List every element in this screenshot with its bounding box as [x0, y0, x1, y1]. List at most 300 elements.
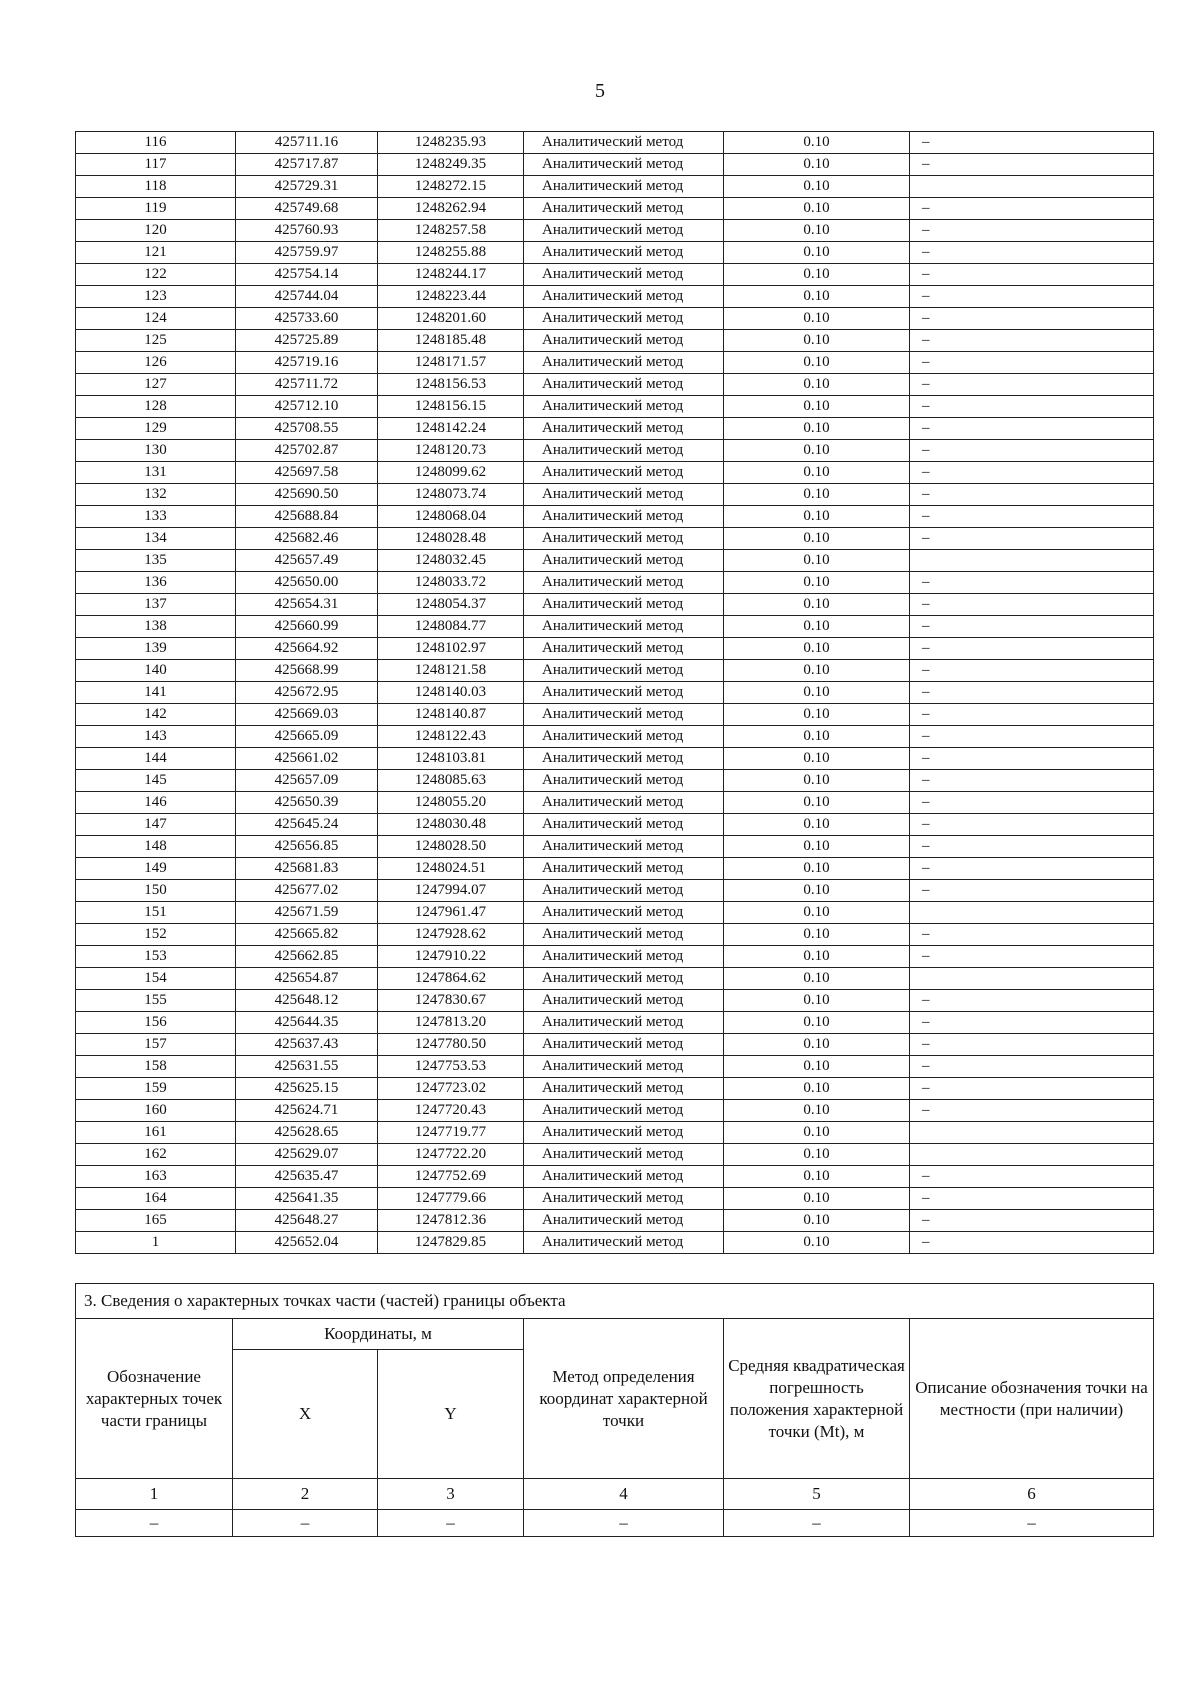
table-row	[76, 836, 1154, 858]
point-number-cell: 121	[76, 242, 236, 264]
description-cell	[910, 176, 1154, 198]
method-cell: Аналитический метод	[524, 374, 724, 396]
method-cell: Аналитический метод	[524, 1166, 724, 1188]
accuracy-cell: 0.10	[724, 154, 910, 176]
table-row	[76, 1034, 1154, 1056]
point-number-cell: 143	[76, 726, 236, 748]
accuracy-cell: 0.10	[724, 220, 910, 242]
coord-x-cell: 425749.68	[236, 198, 378, 220]
coord-x-cell: 425668.99	[236, 660, 378, 682]
description-cell: –	[910, 154, 1154, 176]
description-cell: –	[910, 132, 1154, 154]
coord-x-cell: 425654.31	[236, 594, 378, 616]
point-number-cell: 129	[76, 418, 236, 440]
coord-y-cell: 1247723.02	[378, 1078, 524, 1100]
coord-y-cell: 1248255.88	[378, 242, 524, 264]
description-cell: –	[910, 506, 1154, 528]
description-cell	[910, 1144, 1154, 1166]
coord-y-cell: 1247719.77	[378, 1122, 524, 1144]
description-cell	[910, 968, 1154, 990]
method-cell: Аналитический метод	[524, 154, 724, 176]
point-number-cell: 1	[76, 1232, 236, 1254]
coord-x-cell: 425631.55	[236, 1056, 378, 1078]
accuracy-cell: 0.10	[724, 506, 910, 528]
coord-y-cell: 1248032.45	[378, 550, 524, 572]
accuracy-cell: 0.10	[724, 418, 910, 440]
table-row	[76, 418, 1154, 440]
accuracy-cell: 0.10	[724, 440, 910, 462]
header-error	[724, 1319, 910, 1479]
point-number-cell: 144	[76, 748, 236, 770]
table-row	[76, 616, 1154, 638]
accuracy-cell: 0.10	[724, 770, 910, 792]
coord-x-cell: 425645.24	[236, 814, 378, 836]
coord-x-cell: 425637.43	[236, 1034, 378, 1056]
description-cell	[910, 550, 1154, 572]
table-row	[76, 946, 1154, 968]
header-method: Метод определения координат характерной точки	[524, 1319, 724, 1479]
coord-y-cell: 1247720.43	[378, 1100, 524, 1122]
coord-y-cell: 1248073.74	[378, 484, 524, 506]
description-cell: –	[910, 594, 1154, 616]
coord-y-cell: 1248028.50	[378, 836, 524, 858]
coord-x-cell: 425648.12	[236, 990, 378, 1012]
coord-y-cell: 1248024.51	[378, 858, 524, 880]
point-number-cell: 138	[76, 616, 236, 638]
coord-x-cell: 425711.72	[236, 374, 378, 396]
point-number-cell: 130	[76, 440, 236, 462]
coord-y-cell: 1248033.72	[378, 572, 524, 594]
coord-x-cell: 425650.00	[236, 572, 378, 594]
point-number-cell: 135	[76, 550, 236, 572]
coord-y-cell: 1248103.81	[378, 748, 524, 770]
table-row	[76, 1144, 1154, 1166]
point-number-cell: 128	[76, 396, 236, 418]
description-cell: –	[910, 484, 1154, 506]
accuracy-cell: 0.10	[724, 704, 910, 726]
point-number-cell: 150	[76, 880, 236, 902]
point-number-cell: 123	[76, 286, 236, 308]
column-number: 2	[233, 1479, 378, 1510]
table-row	[76, 638, 1154, 660]
method-cell: Аналитический метод	[524, 220, 724, 242]
description-cell: –	[910, 440, 1154, 462]
point-number-cell: 120	[76, 220, 236, 242]
method-cell: Аналитический метод	[524, 132, 724, 154]
point-number-cell: 159	[76, 1078, 236, 1100]
table-row	[76, 1078, 1154, 1100]
coord-y-cell: 1247779.66	[378, 1188, 524, 1210]
description-cell: –	[910, 396, 1154, 418]
accuracy-cell: 0.10	[724, 924, 910, 946]
accuracy-cell: 0.10	[724, 968, 910, 990]
point-number-cell: 139	[76, 638, 236, 660]
description-cell: –	[910, 990, 1154, 1012]
point-number-cell: 165	[76, 1210, 236, 1232]
description-cell: –	[910, 792, 1154, 814]
coord-y-cell: 1247994.07	[378, 880, 524, 902]
accuracy-cell: 0.10	[724, 1166, 910, 1188]
header-designation: Обозначение характерных точек части границы	[76, 1319, 233, 1479]
description-cell: –	[910, 374, 1154, 396]
method-cell: Аналитический метод	[524, 352, 724, 374]
coord-x-cell: 425688.84	[236, 506, 378, 528]
coord-y-cell: 1248068.04	[378, 506, 524, 528]
table-row	[76, 924, 1154, 946]
coord-x-cell: 425648.27	[236, 1210, 378, 1232]
description-cell: –	[910, 946, 1154, 968]
accuracy-cell: 0.10	[724, 1210, 910, 1232]
coord-x-cell: 425712.10	[236, 396, 378, 418]
method-cell: Аналитический метод	[524, 286, 724, 308]
coord-x-cell: 425665.82	[236, 924, 378, 946]
header-error-text: Средняя квадратическая погрешность положения характерной точки (Mt), м	[728, 1355, 905, 1441]
coord-x-cell: 425672.95	[236, 682, 378, 704]
table-row	[76, 572, 1154, 594]
coord-x-cell: 425661.02	[236, 748, 378, 770]
table-row	[76, 154, 1154, 176]
accuracy-cell: 0.10	[724, 616, 910, 638]
coord-y-cell: 1248102.97	[378, 638, 524, 660]
table-row	[76, 1210, 1154, 1232]
point-number-cell: 163	[76, 1166, 236, 1188]
table-row	[76, 1056, 1154, 1078]
coord-y-cell: 1247864.62	[378, 968, 524, 990]
coord-y-cell: 1247829.85	[378, 1232, 524, 1254]
accuracy-cell: 0.10	[724, 374, 910, 396]
coord-y-cell: 1247812.36	[378, 1210, 524, 1232]
method-cell: Аналитический метод	[524, 308, 724, 330]
accuracy-cell: 0.10	[724, 946, 910, 968]
empty-data-row	[76, 1510, 1154, 1537]
coord-y-cell: 1248140.03	[378, 682, 524, 704]
coord-y-cell: 1248122.43	[378, 726, 524, 748]
accuracy-cell: 0.10	[724, 484, 910, 506]
coord-y-cell: 1247830.67	[378, 990, 524, 1012]
description-cell: –	[910, 814, 1154, 836]
method-cell: Аналитический метод	[524, 704, 724, 726]
coord-y-cell: 1247961.47	[378, 902, 524, 924]
table-row	[76, 286, 1154, 308]
point-number-cell: 116	[76, 132, 236, 154]
coord-x-cell: 425725.89	[236, 330, 378, 352]
method-cell: Аналитический метод	[524, 1122, 724, 1144]
accuracy-cell: 0.10	[724, 330, 910, 352]
coord-y-cell: 1247753.53	[378, 1056, 524, 1078]
point-number-cell: 146	[76, 792, 236, 814]
method-cell: Аналитический метод	[524, 440, 724, 462]
description-cell: –	[910, 1034, 1154, 1056]
point-number-cell: 149	[76, 858, 236, 880]
point-number-cell: 148	[76, 836, 236, 858]
method-cell: Аналитический метод	[524, 1034, 724, 1056]
coord-y-cell: 1248272.15	[378, 176, 524, 198]
table-row	[76, 484, 1154, 506]
table-row	[76, 330, 1154, 352]
point-number-cell: 157	[76, 1034, 236, 1056]
accuracy-cell: 0.10	[724, 462, 910, 484]
table-row	[76, 594, 1154, 616]
point-number-cell: 132	[76, 484, 236, 506]
description-cell: –	[910, 638, 1154, 660]
description-cell: –	[910, 1100, 1154, 1122]
point-number-cell: 155	[76, 990, 236, 1012]
accuracy-cell: 0.10	[724, 990, 910, 1012]
method-cell: Аналитический метод	[524, 726, 724, 748]
coord-y-cell: 1248171.57	[378, 352, 524, 374]
table-row	[76, 462, 1154, 484]
point-number-cell: 141	[76, 682, 236, 704]
coord-x-cell: 425669.03	[236, 704, 378, 726]
coord-x-cell: 425671.59	[236, 902, 378, 924]
description-cell: –	[910, 198, 1154, 220]
method-cell: Аналитический метод	[524, 594, 724, 616]
section3-table	[75, 1283, 1154, 1537]
point-number-cell: 145	[76, 770, 236, 792]
description-cell: –	[910, 264, 1154, 286]
description-cell: –	[910, 220, 1154, 242]
method-cell: Аналитический метод	[524, 748, 724, 770]
coord-y-cell: 1248223.44	[378, 286, 524, 308]
coord-y-cell: 1248140.87	[378, 704, 524, 726]
accuracy-cell: 0.10	[724, 572, 910, 594]
coord-y-cell: 1248084.77	[378, 616, 524, 638]
table-row	[76, 308, 1154, 330]
coord-y-cell: 1248085.63	[378, 770, 524, 792]
table-row	[76, 396, 1154, 418]
coord-x-cell: 425644.35	[236, 1012, 378, 1034]
point-number-cell: 119	[76, 198, 236, 220]
accuracy-cell: 0.10	[724, 858, 910, 880]
method-cell: Аналитический метод	[524, 1188, 724, 1210]
description-cell: –	[910, 286, 1154, 308]
coord-x-cell: 425681.83	[236, 858, 378, 880]
description-cell: –	[910, 1232, 1154, 1254]
point-number-cell: 136	[76, 572, 236, 594]
column-number: 3	[378, 1479, 524, 1510]
method-cell: Аналитический метод	[524, 506, 724, 528]
method-cell: Аналитический метод	[524, 330, 724, 352]
point-number-cell: 160	[76, 1100, 236, 1122]
description-cell	[910, 1122, 1154, 1144]
table-row	[76, 528, 1154, 550]
accuracy-cell: 0.10	[724, 198, 910, 220]
point-number-cell: 156	[76, 1012, 236, 1034]
coord-y-cell: 1248028.48	[378, 528, 524, 550]
table-row	[76, 1232, 1154, 1254]
coord-x-cell: 425635.47	[236, 1166, 378, 1188]
description-cell: –	[910, 704, 1154, 726]
header-y: Y	[378, 1350, 524, 1479]
description-cell: –	[910, 682, 1154, 704]
accuracy-cell: 0.10	[724, 682, 910, 704]
method-cell: Аналитический метод	[524, 660, 724, 682]
description-cell: –	[910, 1210, 1154, 1232]
method-cell: Аналитический метод	[524, 528, 724, 550]
table-row	[76, 814, 1154, 836]
description-cell: –	[910, 1166, 1154, 1188]
coord-y-cell: 1248262.94	[378, 198, 524, 220]
table-row	[76, 990, 1154, 1012]
coord-x-cell: 425729.31	[236, 176, 378, 198]
table-row	[76, 1100, 1154, 1122]
coord-y-cell: 1248249.35	[378, 154, 524, 176]
method-cell: Аналитический метод	[524, 1210, 724, 1232]
coord-y-cell: 1248156.53	[378, 374, 524, 396]
accuracy-cell: 0.10	[724, 176, 910, 198]
coord-x-cell: 425719.16	[236, 352, 378, 374]
table-row	[76, 132, 1154, 154]
column-number: 4	[524, 1479, 724, 1510]
column-number: 6	[910, 1479, 1154, 1510]
table-row	[76, 440, 1154, 462]
method-cell: Аналитический метод	[524, 836, 724, 858]
coord-y-cell: 1247752.69	[378, 1166, 524, 1188]
accuracy-cell: 0.10	[724, 792, 910, 814]
coord-x-cell: 425624.71	[236, 1100, 378, 1122]
point-number-cell: 153	[76, 946, 236, 968]
column-number: 1	[76, 1479, 233, 1510]
coord-y-cell: 1247910.22	[378, 946, 524, 968]
method-cell: Аналитический метод	[524, 902, 724, 924]
coord-y-cell: 1248142.24	[378, 418, 524, 440]
table-row	[76, 792, 1154, 814]
description-cell: –	[910, 308, 1154, 330]
accuracy-cell: 0.10	[724, 1144, 910, 1166]
column-numbers-row	[76, 1479, 1154, 1510]
coord-x-cell: 425652.04	[236, 1232, 378, 1254]
method-cell: Аналитический метод	[524, 858, 724, 880]
method-cell: Аналитический метод	[524, 946, 724, 968]
method-cell: Аналитический метод	[524, 968, 724, 990]
point-number-cell: 140	[76, 660, 236, 682]
description-cell: –	[910, 1078, 1154, 1100]
coord-x-cell: 425754.14	[236, 264, 378, 286]
table-row	[76, 220, 1154, 242]
method-cell: Аналитический метод	[524, 924, 724, 946]
method-cell: Аналитический метод	[524, 396, 724, 418]
method-cell: Аналитический метод	[524, 1012, 724, 1034]
coord-x-cell: 425711.16	[236, 132, 378, 154]
accuracy-cell: 0.10	[724, 880, 910, 902]
point-number-cell: 117	[76, 154, 236, 176]
method-cell: Аналитический метод	[524, 1056, 724, 1078]
description-cell: –	[910, 836, 1154, 858]
method-cell: Аналитический метод	[524, 770, 724, 792]
point-number-cell: 151	[76, 902, 236, 924]
coord-x-cell: 425657.49	[236, 550, 378, 572]
column-number: 5	[724, 1479, 910, 1510]
table-row	[76, 858, 1154, 880]
coord-y-cell: 1247722.20	[378, 1144, 524, 1166]
coord-y-cell: 1248099.62	[378, 462, 524, 484]
description-cell: –	[910, 880, 1154, 902]
description-cell: –	[910, 1188, 1154, 1210]
table-row	[76, 374, 1154, 396]
table-row	[76, 352, 1154, 374]
empty-cell: –	[233, 1510, 378, 1537]
point-number-cell: 142	[76, 704, 236, 726]
accuracy-cell: 0.10	[724, 396, 910, 418]
accuracy-cell: 0.10	[724, 550, 910, 572]
table-row	[76, 660, 1154, 682]
accuracy-cell: 0.10	[724, 1012, 910, 1034]
table-row	[76, 748, 1154, 770]
section3-title: 3. Сведения о характерных точках части (частей) границы объекта	[76, 1284, 1154, 1319]
coordinates-table-body	[76, 132, 1154, 1254]
description-cell	[910, 902, 1154, 924]
accuracy-cell: 0.10	[724, 1034, 910, 1056]
point-number-cell: 127	[76, 374, 236, 396]
point-number-cell: 124	[76, 308, 236, 330]
point-number-cell: 161	[76, 1122, 236, 1144]
point-number-cell: 118	[76, 176, 236, 198]
coord-y-cell: 1248156.15	[378, 396, 524, 418]
header-coordinates: Координаты, м	[233, 1319, 524, 1350]
coord-y-cell: 1247813.20	[378, 1012, 524, 1034]
table-row	[76, 1122, 1154, 1144]
coord-x-cell: 425628.65	[236, 1122, 378, 1144]
method-cell: Аналитический метод	[524, 242, 724, 264]
accuracy-cell: 0.10	[724, 132, 910, 154]
coord-x-cell: 425662.85	[236, 946, 378, 968]
coord-x-cell: 425656.85	[236, 836, 378, 858]
coord-y-cell: 1248185.48	[378, 330, 524, 352]
description-cell: –	[910, 528, 1154, 550]
point-number-cell: 133	[76, 506, 236, 528]
method-cell: Аналитический метод	[524, 198, 724, 220]
coord-y-cell: 1248120.73	[378, 440, 524, 462]
accuracy-cell: 0.10	[724, 528, 910, 550]
coord-x-cell: 425650.39	[236, 792, 378, 814]
coord-y-cell: 1248030.48	[378, 814, 524, 836]
section3-title-row	[76, 1284, 1154, 1319]
method-cell: Аналитический метод	[524, 682, 724, 704]
description-cell: –	[910, 1012, 1154, 1034]
point-number-cell: 134	[76, 528, 236, 550]
method-cell: Аналитический метод	[524, 550, 724, 572]
coord-y-cell: 1247780.50	[378, 1034, 524, 1056]
table-row	[76, 506, 1154, 528]
coord-x-cell: 425641.35	[236, 1188, 378, 1210]
coord-x-cell: 425654.87	[236, 968, 378, 990]
table-row	[76, 968, 1154, 990]
method-cell: Аналитический метод	[524, 814, 724, 836]
description-cell: –	[910, 748, 1154, 770]
accuracy-cell: 0.10	[724, 286, 910, 308]
coord-x-cell: 425702.87	[236, 440, 378, 462]
coord-y-cell: 1248121.58	[378, 660, 524, 682]
coord-x-cell: 425760.93	[236, 220, 378, 242]
empty-cell: –	[524, 1510, 724, 1537]
point-number-cell: 125	[76, 330, 236, 352]
method-cell: Аналитический метод	[524, 176, 724, 198]
description-cell: –	[910, 418, 1154, 440]
coord-x-cell: 425625.15	[236, 1078, 378, 1100]
point-number-cell: 147	[76, 814, 236, 836]
method-cell: Аналитический метод	[524, 1100, 724, 1122]
accuracy-cell: 0.10	[724, 748, 910, 770]
point-number-cell: 158	[76, 1056, 236, 1078]
method-cell: Аналитический метод	[524, 462, 724, 484]
coord-x-cell: 425657.09	[236, 770, 378, 792]
description-cell: –	[910, 660, 1154, 682]
table-row	[76, 550, 1154, 572]
coord-y-cell: 1247928.62	[378, 924, 524, 946]
method-cell: Аналитический метод	[524, 1232, 724, 1254]
method-cell: Аналитический метод	[524, 418, 724, 440]
point-number-cell: 154	[76, 968, 236, 990]
